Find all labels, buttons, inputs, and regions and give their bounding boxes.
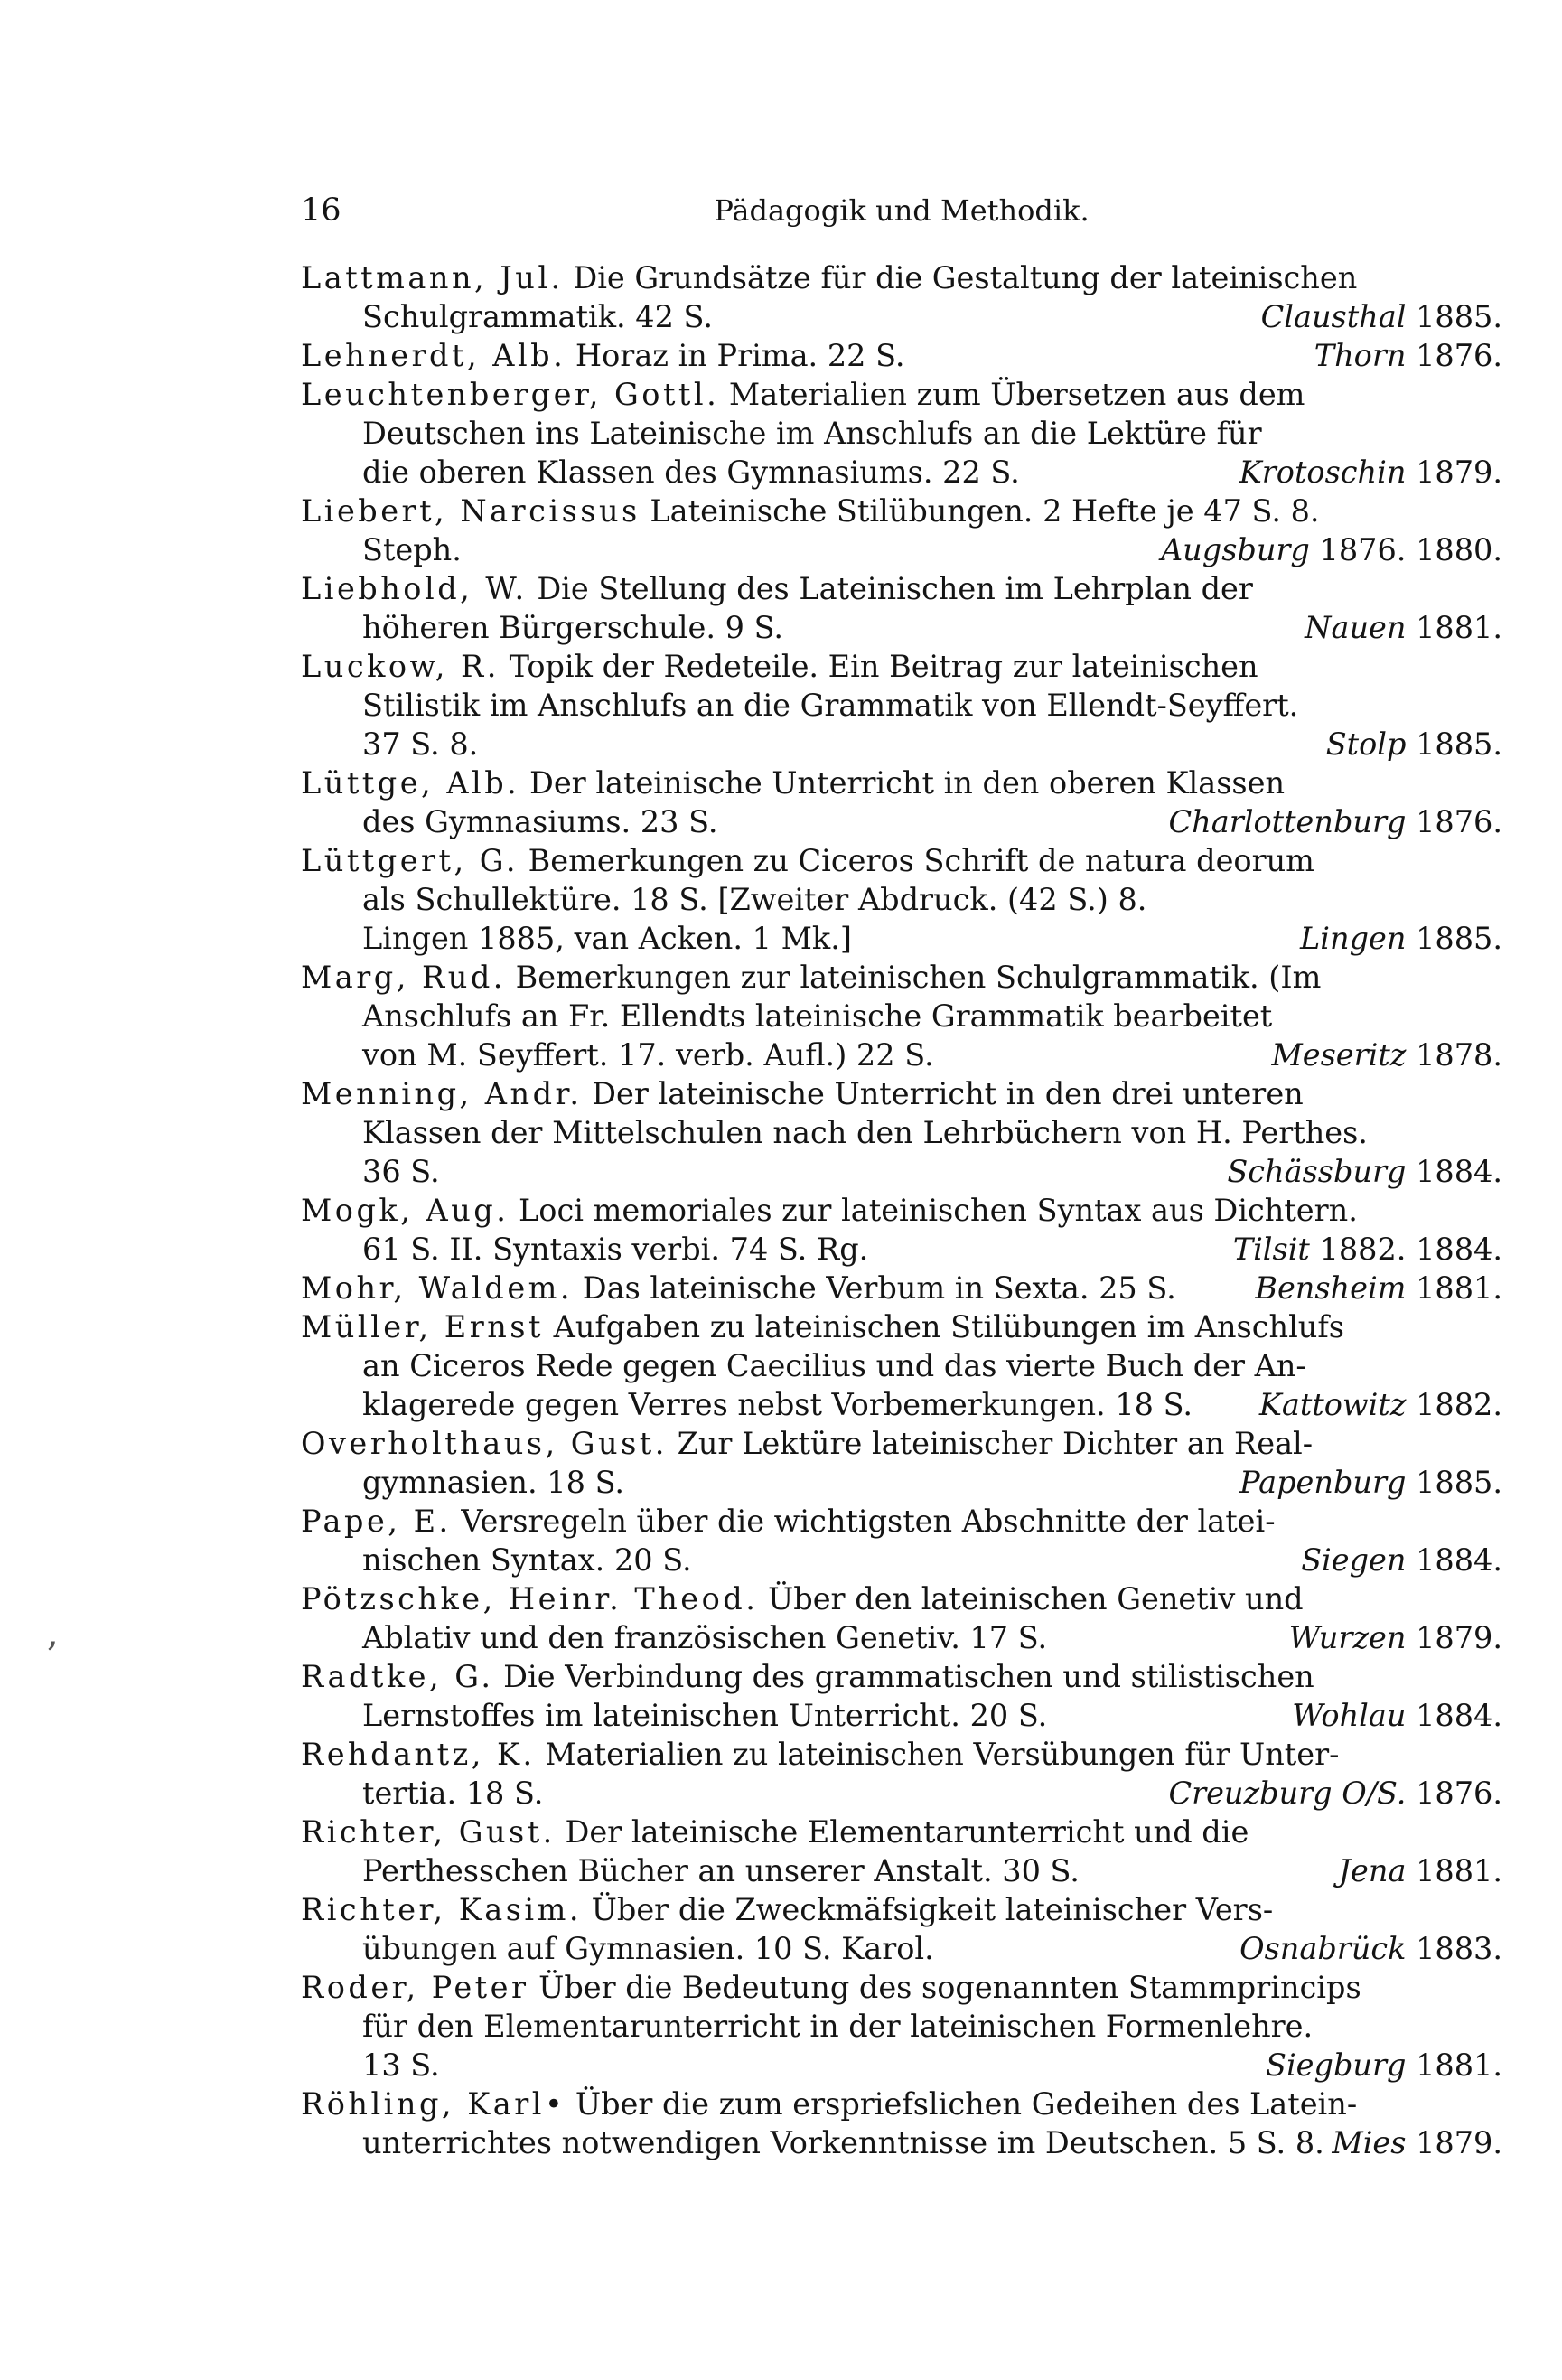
entry-text [362, 1618, 1047, 1657]
entry-year: 1881. [1416, 610, 1502, 645]
entry-line [301, 1035, 1502, 1074]
bibliography-entry [301, 258, 1502, 336]
entry-text [362, 2123, 1324, 2162]
entry-line [301, 764, 1502, 802]
entry-line [301, 1696, 1502, 1735]
entry-text [301, 843, 1314, 878]
entry-author: Müller, Ernst [301, 1309, 544, 1345]
margin-mark: , [47, 1613, 59, 1654]
entry-year: 1881. [1416, 1270, 1502, 1306]
entry-imprint [1261, 297, 1502, 336]
entry-year: 1879. [1416, 2125, 1502, 2160]
entry-title-text: 61 S. II. Syntaxis verbi. 74 S. Rg. [362, 1232, 869, 1267]
entry-title-text: Der lateinische Elementarunterricht und die [565, 1814, 1249, 1850]
entry-line [301, 2007, 1502, 2046]
bibliography-entry [301, 1579, 1502, 1657]
entry-line [301, 1307, 1502, 1346]
entry-title-text: Materialien zum Übersetzen aus dem [728, 377, 1305, 412]
entry-line [301, 1968, 1502, 2007]
entry-year: 1876. [1416, 338, 1502, 373]
entry-imprint [1168, 1774, 1502, 1813]
entry-place: Charlottenburg [1168, 804, 1407, 839]
entry-author: Lüttgert, G. [301, 843, 519, 878]
entry-title-text: Die Grundsätze für die Gestaltung der lateinischen [573, 260, 1358, 295]
entry-text [362, 608, 783, 647]
entry-author: Lattmann, Jul. [301, 260, 564, 295]
entry-line [301, 1191, 1502, 1230]
entry-imprint [1300, 919, 1502, 958]
bibliography-entry [301, 1074, 1502, 1191]
entry-place: Osnabrück [1239, 1931, 1407, 1966]
entry-line [301, 802, 1502, 841]
entry-place: Augsburg [1160, 532, 1310, 567]
entry-title-text: als Schullektüre. 18 S. [Zweiter Abdruck. (42 S.) 8. [362, 882, 1147, 917]
entry-text [301, 1426, 1313, 1461]
entry-text [301, 1309, 1344, 1345]
entry-title-text: Topik der Redeteile. Ein Beitrag zur lateinischen [509, 649, 1258, 684]
bibliography-entry [301, 1657, 1502, 1735]
entry-imprint [1266, 2046, 1502, 2085]
entry-line [301, 1074, 1502, 1113]
entry-text [362, 297, 713, 336]
entry-year: 1876. [1416, 1776, 1502, 1811]
entry-place: Schässburg [1227, 1154, 1407, 1189]
entry-imprint [1314, 336, 1502, 375]
entry-title-text: an Ciceros Rede gegen Caecilius und das vierte Buch der An- [362, 1348, 1306, 1383]
entry-year: 1885. [1416, 921, 1502, 956]
entry-imprint [1305, 608, 1502, 647]
entry-place: Kattowitz [1258, 1387, 1407, 1422]
entry-title-text: tertia. 18 S. [362, 1776, 544, 1811]
bibliography-list [301, 258, 1502, 2162]
entry-line [301, 686, 1502, 725]
entry-text [362, 530, 462, 569]
entry-title-text: Lateinische Stilübungen. 2 Hefte je 47 S. 8. [650, 493, 1320, 529]
entry-text [301, 571, 1253, 606]
entry-author: Liebhold, W. [301, 571, 528, 606]
entry-line [301, 997, 1502, 1035]
bibliography-entry [301, 336, 1502, 375]
entry-text [301, 1269, 1176, 1307]
entry-line [301, 1735, 1502, 1774]
entry-line [301, 1463, 1502, 1502]
entry-line [301, 958, 1502, 997]
entry-author: Radtke, G. [301, 1659, 494, 1694]
bibliography-entry [301, 1890, 1502, 1968]
bibliography-entry [301, 647, 1502, 764]
entry-place: Jena [1338, 1853, 1407, 1888]
entry-place: Lingen [1300, 921, 1407, 956]
entry-title-text: gymnasien. 18 S. [362, 1465, 624, 1500]
entry-title-text: nischen Syntax. 20 S. [362, 1542, 692, 1578]
entry-author: Liebert, Narcissus [301, 493, 641, 529]
entry-line [301, 1385, 1502, 1424]
entry-imprint [1239, 453, 1502, 492]
entry-line [301, 1346, 1502, 1385]
entry-line [301, 1579, 1502, 1618]
entry-author: Lüttge, Alb. [301, 765, 520, 801]
entry-title-text: Versregeln über die wichtigsten Abschnitte der latei- [461, 1504, 1276, 1539]
entry-author: Richter, Kasim. [301, 1892, 583, 1927]
entry-author: Marg, Rud. [301, 960, 506, 995]
bibliography-entry [301, 492, 1502, 569]
entry-year: 1881. [1416, 1853, 1502, 1888]
entry-year: 1879. [1416, 1620, 1502, 1655]
entry-title-text: Materialien zu lateinischen Versübungen für Unter- [545, 1737, 1340, 1772]
entry-place: Wohlau [1292, 1698, 1407, 1733]
entry-text [362, 1152, 440, 1191]
entry-title-text: Über die Zweckmäfsigkeit lateinischer Vers- [591, 1892, 1274, 1927]
entry-year: 1884. [1416, 1542, 1502, 1578]
entry-text [301, 1504, 1276, 1539]
bibliography-entry [301, 569, 1502, 647]
entry-imprint [1301, 1541, 1502, 1579]
entry-imprint [1292, 1696, 1502, 1735]
bibliography-entry [301, 958, 1502, 1074]
entry-text [362, 1385, 1193, 1424]
entry-title-text: Über den lateinischen Genetiv und [768, 1581, 1304, 1616]
entry-year: 1885. [1416, 726, 1502, 762]
entry-imprint [1227, 1152, 1502, 1191]
entry-text [362, 1851, 1080, 1890]
entry-place: Wurzen [1288, 1620, 1407, 1655]
bibliography-entry [301, 1735, 1502, 1813]
entry-title-text: 36 S. [362, 1154, 440, 1189]
entry-line [301, 492, 1502, 530]
entry-title-text: Stilistik im Anschlufs an die Grammatik von Ellendt-Seyffert. [362, 688, 1299, 723]
bibliography-entry [301, 1424, 1502, 1502]
page-header [301, 188, 1502, 233]
entry-place: Nauen [1305, 610, 1407, 645]
entry-title-text: Bemerkungen zur lateinischen Schulgrammatik. (Im [515, 960, 1322, 995]
entry-text [362, 416, 1262, 451]
entry-author: Röhling, Karl• [301, 2086, 566, 2122]
entry-text [362, 453, 1020, 492]
entry-text [301, 1193, 1358, 1228]
entry-author: Roder, Peter [301, 1970, 529, 2005]
entry-text [362, 1541, 692, 1579]
entry-author: Lehnerdt, Alb. [301, 338, 566, 373]
entry-place: Krotoschin [1239, 454, 1407, 490]
entry-author: Overholthaus, Gust. [301, 1426, 668, 1461]
entry-text [362, 802, 718, 841]
entry-line [301, 1774, 1502, 1813]
entry-text [362, 1348, 1306, 1383]
entry-line [301, 1269, 1502, 1307]
entry-place: Creuzburg O/S. [1168, 1776, 1407, 1811]
entry-year: 1882. [1416, 1387, 1502, 1422]
entry-line [301, 1502, 1502, 1541]
entry-text [362, 1463, 624, 1502]
entry-line [301, 414, 1502, 453]
entry-line [301, 2046, 1502, 2085]
entry-text [362, 1929, 934, 1968]
entry-text [362, 919, 852, 958]
entry-imprint [1332, 2123, 1502, 2162]
entry-text [362, 1696, 1047, 1735]
entry-title-text: Aufgaben zu lateinischen Stilübungen im Anschlufs [553, 1309, 1344, 1345]
entry-title-text: Horaz in Prima. 22 S. [575, 338, 905, 373]
entry-author: Mogk, Aug. [301, 1193, 510, 1228]
entry-text [362, 1230, 868, 1269]
bibliography-entry [301, 1191, 1502, 1269]
entry-title-text: höheren Bürgerschule. 9 S. [362, 610, 784, 645]
entry-year: 1876. [1416, 804, 1502, 839]
entry-text [362, 998, 1272, 1034]
entry-line [301, 1929, 1502, 1968]
entry-line [301, 1541, 1502, 1579]
bibliography-entry [301, 1968, 1502, 2085]
entry-place: Stolp [1325, 726, 1407, 762]
entry-imprint [1326, 725, 1502, 764]
entry-text [301, 960, 1321, 995]
entry-text [301, 377, 1305, 412]
entry-title-text: klagerede gegen Verres nebst Vorbemerkungen. 18 S. [362, 1387, 1193, 1422]
entry-year: 1884. [1416, 1698, 1502, 1733]
entry-line [301, 1890, 1502, 1929]
entry-line [301, 1618, 1502, 1657]
entry-line [301, 608, 1502, 647]
entry-place: Tilsit [1232, 1232, 1310, 1267]
entry-title-text: Über die zum erspriefslichen Gedeihen des Latein- [575, 2086, 1358, 2122]
entry-title-text: Deutschen ins Lateinische im Anschlufs an die Lektüre für [362, 416, 1262, 451]
entry-title-text: von M. Seyffert. 17. verb. Aufl.) 22 S. [362, 1037, 934, 1073]
entry-line [301, 1813, 1502, 1851]
entry-author: Leuchtenberger, Gottl. [301, 377, 720, 412]
entry-title-text: übungen auf Gymnasien. 10 S. Karol. [362, 1931, 934, 1966]
entry-imprint [1239, 1463, 1502, 1502]
entry-text [362, 725, 478, 764]
entry-text [362, 2009, 1313, 2044]
entry-title-text: 13 S. [362, 2047, 440, 2083]
entry-imprint [1259, 1385, 1502, 1424]
entry-year: 1881. [1416, 2047, 1502, 2083]
bibliography-entry [301, 1269, 1502, 1307]
entry-line [301, 1657, 1502, 1696]
entry-author: Mohr, Waldem. [301, 1270, 574, 1306]
entry-place: Clausthal [1260, 299, 1407, 334]
entry-text [301, 1659, 1314, 1694]
entry-text [362, 882, 1146, 917]
entry-title-text: die oberen Klassen des Gymnasiums. 22 S. [362, 454, 1020, 490]
bibliography-entry [301, 1813, 1502, 1890]
entry-title-text: Ablativ und den französischen Genetiv. 17 S. [362, 1620, 1048, 1655]
entry-title-text: Die Stellung des Lateinischen im Lehrplan der [537, 571, 1253, 606]
entry-title-text: Lingen 1885, van Acken. 1 Mk.] [362, 921, 852, 956]
entry-year: 1884. [1416, 1154, 1502, 1189]
bibliography-entry [301, 2085, 1502, 2162]
entry-imprint [1289, 1618, 1502, 1657]
bibliography-entry [301, 1307, 1502, 1424]
entry-place: Mies [1332, 2125, 1407, 2160]
bibliography-entry [301, 375, 1502, 492]
entry-title-text: Schulgrammatik. 42 S. [362, 299, 713, 334]
entry-imprint [1255, 1269, 1502, 1307]
entry-line [301, 297, 1502, 336]
entry-line [301, 1113, 1502, 1152]
entry-year: 1885. [1416, 299, 1502, 334]
entry-line [301, 453, 1502, 492]
entry-line [301, 647, 1502, 686]
entry-year: 1883. [1416, 1931, 1502, 1966]
entry-author: Rehdantz, K. [301, 1737, 536, 1772]
entry-imprint [1161, 530, 1502, 569]
entry-line [301, 919, 1502, 958]
entry-text [301, 649, 1258, 684]
entry-line [301, 1424, 1502, 1463]
entry-author: Richter, Gust. [301, 1814, 556, 1850]
bibliography-entry [301, 764, 1502, 841]
entry-title-text: des Gymnasiums. 23 S. [362, 804, 718, 839]
entry-title-text: unterrichtes notwendigen Vorkenntnisse im Deutschen. 5 S. 8. [362, 2125, 1324, 2160]
entry-title-text: Loci memoriales zur lateinischen Syntax aus Dichtern. [519, 1193, 1358, 1228]
entry-text [362, 688, 1298, 723]
entry-title-text: Der lateinische Unterricht in den oberen Klassen [528, 765, 1286, 801]
bibliography-entry [301, 1502, 1502, 1579]
entry-author: Pötzschke, Heinr. Theod. [301, 1581, 759, 1616]
entry-line [301, 1230, 1502, 1269]
entry-title-text: Über die Bedeutung des sogenannten Stammprincips [538, 1970, 1361, 2005]
entry-place: Meseritz [1271, 1037, 1407, 1073]
entry-line [301, 258, 1502, 297]
entry-place: Thorn [1314, 338, 1407, 373]
entry-text [301, 1970, 1361, 2005]
entry-line [301, 725, 1502, 764]
entry-place: Bensheim [1255, 1270, 1407, 1306]
entry-text [301, 2086, 1357, 2122]
entry-title-text: Anschlufs an Fr. Ellendts lateinische Grammatik bearbeitet [362, 998, 1273, 1034]
entry-line [301, 375, 1502, 414]
entry-line [301, 569, 1502, 608]
entry-text [301, 493, 1320, 529]
entry-title-text: Zur Lektüre lateinischer Dichter an Real- [677, 1426, 1314, 1461]
entry-author: Menning, Andr. [301, 1076, 583, 1111]
entry-title-text: Das lateinische Verbum in Sexta. 25 S. [582, 1270, 1176, 1306]
entry-imprint [1239, 1929, 1502, 1968]
page-number: 16 [301, 192, 341, 229]
entry-year: 1882. 1884. [1319, 1232, 1502, 1267]
entry-line [301, 530, 1502, 569]
bibliography-entry [301, 841, 1502, 958]
entry-line [301, 1851, 1502, 1890]
entry-title-text: Bemerkungen zu Ciceros Schrift de natura deorum [528, 843, 1314, 878]
entry-year: 1876. 1880. [1319, 532, 1502, 567]
entry-text [362, 1115, 1368, 1150]
entry-text [301, 1814, 1249, 1850]
entry-text [362, 2046, 440, 2085]
entry-text [362, 1774, 543, 1813]
entry-place: Siegen [1301, 1542, 1407, 1578]
entry-title-text: für den Elementarunterricht in der lateinischen Formenlehre. [362, 2009, 1314, 2044]
entry-title-text: 37 S. 8. [362, 726, 479, 762]
entry-author: Luckow, R. [301, 649, 500, 684]
entry-text [301, 1581, 1304, 1616]
entry-text [301, 765, 1285, 801]
entry-line [301, 2085, 1502, 2123]
entry-imprint [1233, 1230, 1502, 1269]
entry-title-text: Der lateinische Unterricht in den drei unteren [592, 1076, 1304, 1111]
entry-place: Siegburg [1266, 2047, 1407, 2083]
entry-text [362, 1035, 934, 1074]
entry-year: 1878. [1416, 1037, 1502, 1073]
entry-imprint [1339, 1851, 1502, 1890]
entry-title-text: Klassen der Mittelschulen nach den Lehrbüchern von H. Perthes. [362, 1115, 1368, 1150]
entry-text [301, 336, 905, 375]
entry-imprint [1169, 802, 1502, 841]
entry-line [301, 336, 1502, 375]
entry-title-text: Die Verbindung des grammatischen und stilistischen [503, 1659, 1314, 1694]
entry-text [301, 1737, 1339, 1772]
entry-place: Papenburg [1239, 1465, 1407, 1500]
entry-year: 1879. [1416, 454, 1502, 490]
entry-line [301, 880, 1502, 919]
entry-title-text: Lernstoffes im lateinischen Unterricht. 20 S. [362, 1698, 1048, 1733]
entry-text [301, 1892, 1273, 1927]
entry-text [301, 260, 1357, 295]
entry-line [301, 1152, 1502, 1191]
entry-line [301, 2123, 1502, 2162]
entry-author: Pape, E. [301, 1504, 452, 1539]
entry-title-text: Perthesschen Bücher an unserer Anstalt. 30 S. [362, 1853, 1080, 1888]
running-head: Pädagogik und Methodik. [714, 193, 1090, 228]
entry-title-text: Steph. [362, 532, 462, 567]
entry-imprint [1271, 1035, 1502, 1074]
entry-year: 1885. [1416, 1465, 1502, 1500]
entry-text [301, 1076, 1304, 1111]
entry-line [301, 841, 1502, 880]
